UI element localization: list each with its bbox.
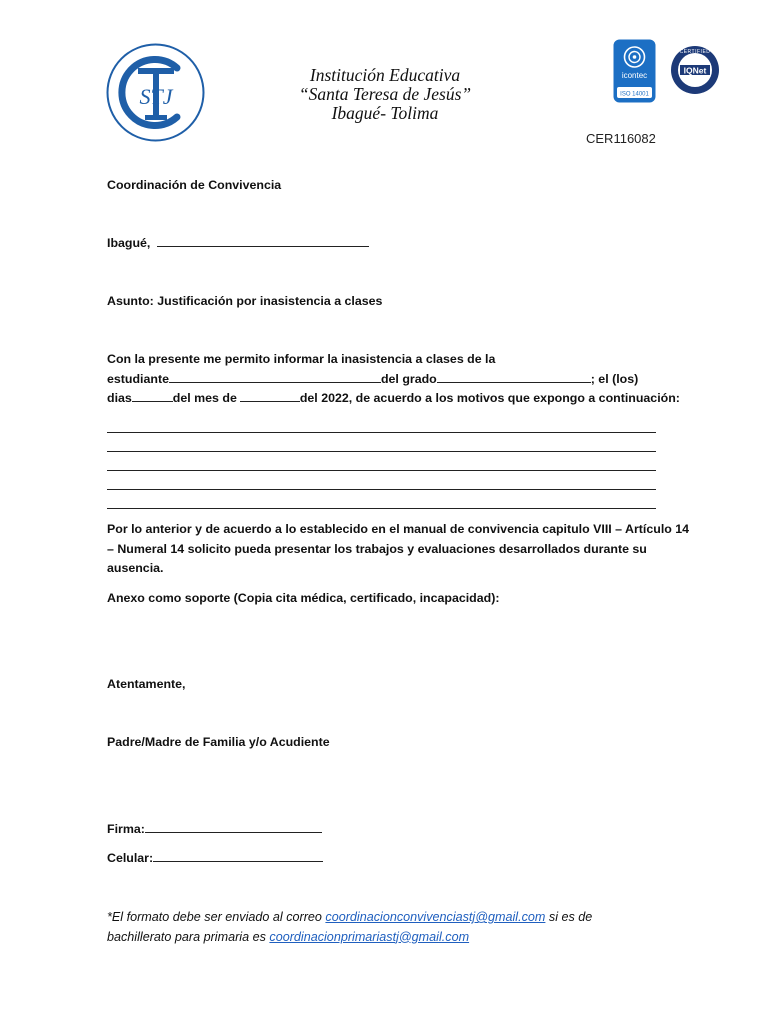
signature-label: Firma:	[107, 822, 145, 836]
year-text: del 2022, de acuerdo a los motivos que expongo a continuación:	[299, 391, 680, 405]
place-label: Ibagué,	[107, 236, 151, 250]
annex-line: Anexo como soporte (Copia cita médica, certificado, incapacidad):	[107, 591, 500, 605]
phone-blank[interactable]	[153, 849, 323, 862]
intro-line-3	[107, 389, 680, 409]
signer-role: Padre/Madre de Familia y/o Acudiente	[107, 735, 330, 749]
certificate-code: CER116082	[586, 131, 656, 146]
email-link-convivencia[interactable]: coordinacionconvivenciastj@gmail.com	[325, 910, 546, 924]
iqnet-certification-badge	[670, 45, 720, 95]
request-line-3: ausencia.	[107, 561, 164, 575]
days-suffix: ; el (los)	[590, 371, 639, 386]
institution-line-3: Ibagué- Tolima	[331, 103, 439, 123]
grade-blank[interactable]	[437, 370, 591, 383]
days-label: dias	[107, 391, 132, 405]
subject-line: Asunto: Justificación por inasistencia a clases	[107, 294, 383, 308]
days-blank[interactable]	[132, 389, 173, 402]
footer-note-line2-prefix: bachillerato para primaria es	[107, 929, 270, 944]
footer-note-line-2	[107, 928, 667, 948]
month-label: del mes de	[172, 391, 237, 405]
intro-line-2	[107, 370, 659, 390]
institution-line-2: “Santa Teresa de Jesús”	[298, 84, 472, 104]
month-blank[interactable]	[240, 389, 300, 402]
reason-line[interactable]	[107, 451, 656, 452]
date-blank[interactable]	[157, 234, 369, 247]
request-line-1: Por lo anterior y de acuerdo a lo establecido en el manual de convivencia capitulo VIII – Artículo 14	[107, 522, 690, 536]
closing-line: Atentamente,	[107, 677, 186, 691]
icontec-certification-badge	[613, 39, 656, 103]
phone-line	[107, 849, 323, 869]
phone-label: Celular:	[107, 851, 154, 865]
email-link-primaria[interactable]: coordinacionprimariastj@gmail.com	[269, 929, 470, 944]
reason-line[interactable]	[107, 508, 656, 509]
request-paragraph	[107, 520, 690, 579]
signature-blank[interactable]	[145, 820, 322, 833]
footer-note-middle: si es de	[545, 910, 593, 924]
institution-title	[230, 66, 540, 123]
iqnet-ring-text: CERTIFIED	[679, 49, 711, 55]
footer-note-line-1	[107, 908, 667, 928]
department-heading: Coordinación de Convivencia	[107, 178, 282, 192]
student-label: estudiante	[107, 371, 169, 386]
request-line-2: – Numeral 14 solicito pueda presentar los trabajos y evaluaciones desarrollados durante su	[107, 541, 647, 556]
intro-paragraph	[107, 350, 680, 409]
footer-note	[107, 908, 667, 947]
grade-label: del grado	[380, 371, 437, 386]
iqnet-label: IQNet	[683, 65, 707, 76]
reason-line[interactable]	[107, 432, 656, 433]
place-date-line	[107, 234, 369, 254]
icontec-label: icontec	[621, 71, 648, 80]
student-name-blank[interactable]	[169, 370, 381, 383]
icontec-standard: ISO 14001	[620, 91, 649, 98]
reason-line[interactable]	[107, 489, 656, 490]
institution-line-1: Institución Educativa	[309, 65, 461, 85]
signature-line	[107, 820, 322, 840]
reason-line[interactable]	[107, 470, 656, 471]
footer-note-prefix: *El formato debe ser enviado al correo	[107, 910, 326, 924]
intro-line-1: Con la presente me permito informar la inasistencia a clases de la	[107, 352, 496, 366]
school-logo	[105, 42, 206, 143]
logo-monogram: STJ	[139, 84, 173, 109]
